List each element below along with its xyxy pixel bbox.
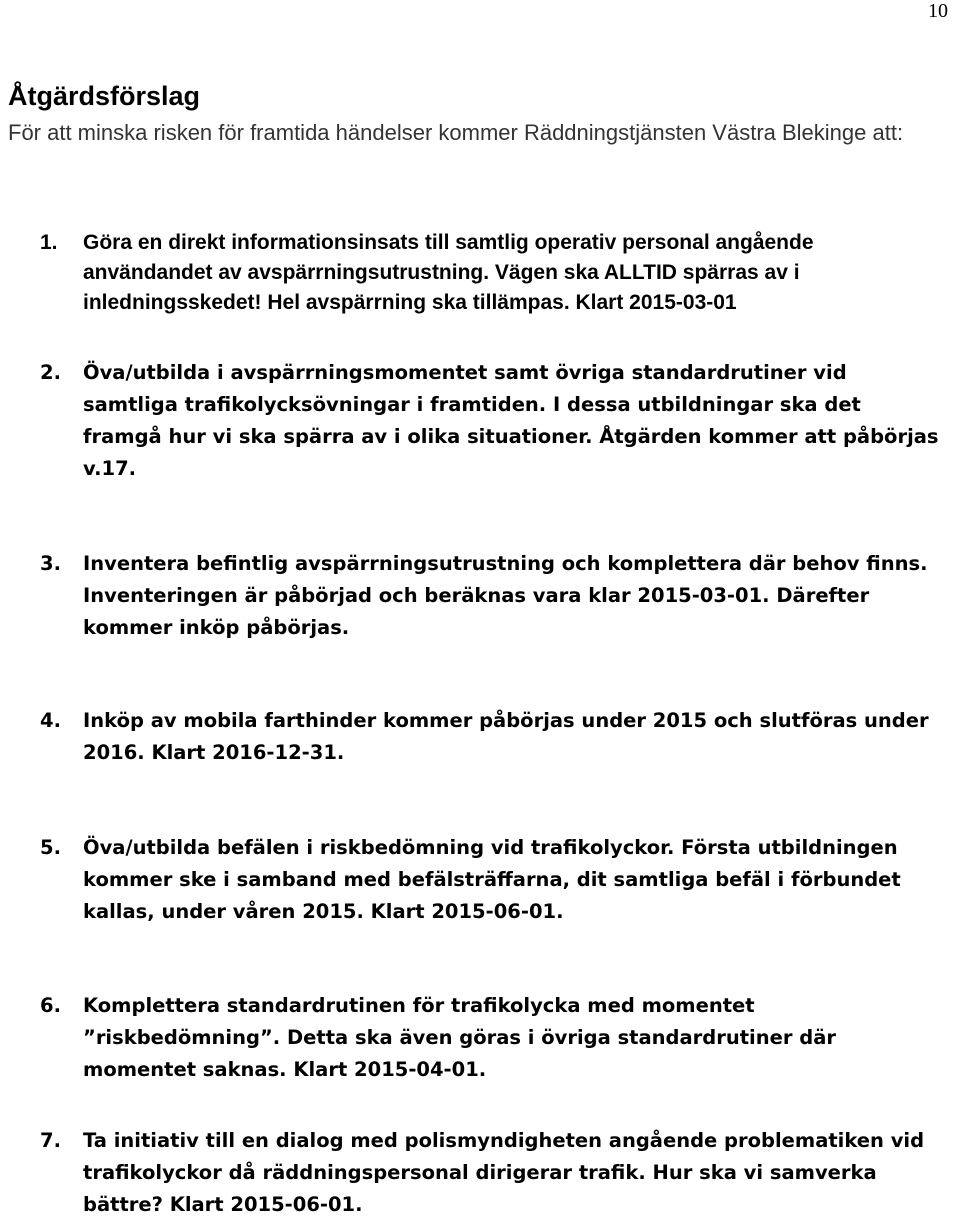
item-text: Ta initiativ till en dialog med polismyndigheten angående problematiken vid trafikolyckor då räddningspersonal dirigerar trafik. Hur ska vi samverka bättre? Klart 2015-06-01. xyxy=(83,1129,925,1216)
action-item xyxy=(40,832,940,928)
action-item xyxy=(40,1125,940,1221)
page-number: 10 xyxy=(928,0,948,22)
item-number: 4. xyxy=(40,709,61,732)
item-number: 1. xyxy=(40,231,58,254)
action-item xyxy=(40,357,940,485)
action-item xyxy=(40,228,940,318)
item-number: 5. xyxy=(40,836,61,859)
action-item xyxy=(40,990,940,1086)
intro-paragraph: För att minska risken för framtida händelser kommer Räddningstjänsten Västra Blekinge att: xyxy=(8,120,904,145)
section-heading: Åtgärdsförslag xyxy=(8,81,201,111)
item-number: 7. xyxy=(40,1129,61,1152)
item-text: Göra en direkt informationsinsats till samtlig operativ personal angående användandet av avspärrningsutrustning. Vägen ska ALLTID spärras av i inledningsskedet! Hel avspärrning ska tillämpas. Klart 2015-03-01 xyxy=(83,231,814,314)
item-number: 3. xyxy=(40,552,61,575)
item-text: Inventera befintlig avspärrningsutrustning och komplettera där behov finns. Inventeringen är påbörjad och beräknas vara klar 2015-03-01. Därefter kommer inköp påbörjas. xyxy=(83,552,928,639)
item-text: Öva/utbilda befälen i riskbedömning vid trafikolyckor. Första utbildningen kommer ske i samband med befälsträffarna, dit samtliga befäl i förbundet kallas, under våren 2015. Klart 2015-06-01. xyxy=(83,836,901,923)
item-number: 2. xyxy=(40,361,61,384)
item-text: Öva/utbilda i avspärrningsmomentet samt övriga standardrutiner vid samtliga trafikolycksövningar i framtiden. I dessa utbildningar ska det framgå hur vi ska spärra av i olika situationer. Åtgärden kommer att påbörjas v.17. xyxy=(83,361,939,480)
action-item xyxy=(40,548,940,644)
item-text: Komplettera standardrutinen för trafikolycka med momentet ”riskbedömning”. Detta ska även göras i övriga standardrutiner där momentet saknas. Klart 2015-04-01. xyxy=(83,994,836,1081)
item-number: 6. xyxy=(40,994,61,1017)
action-item xyxy=(40,705,940,769)
item-text: Inköp av mobila farthinder kommer påbörjas under 2015 och slutföras under 2016. Klart 2016-12-31. xyxy=(83,709,929,764)
